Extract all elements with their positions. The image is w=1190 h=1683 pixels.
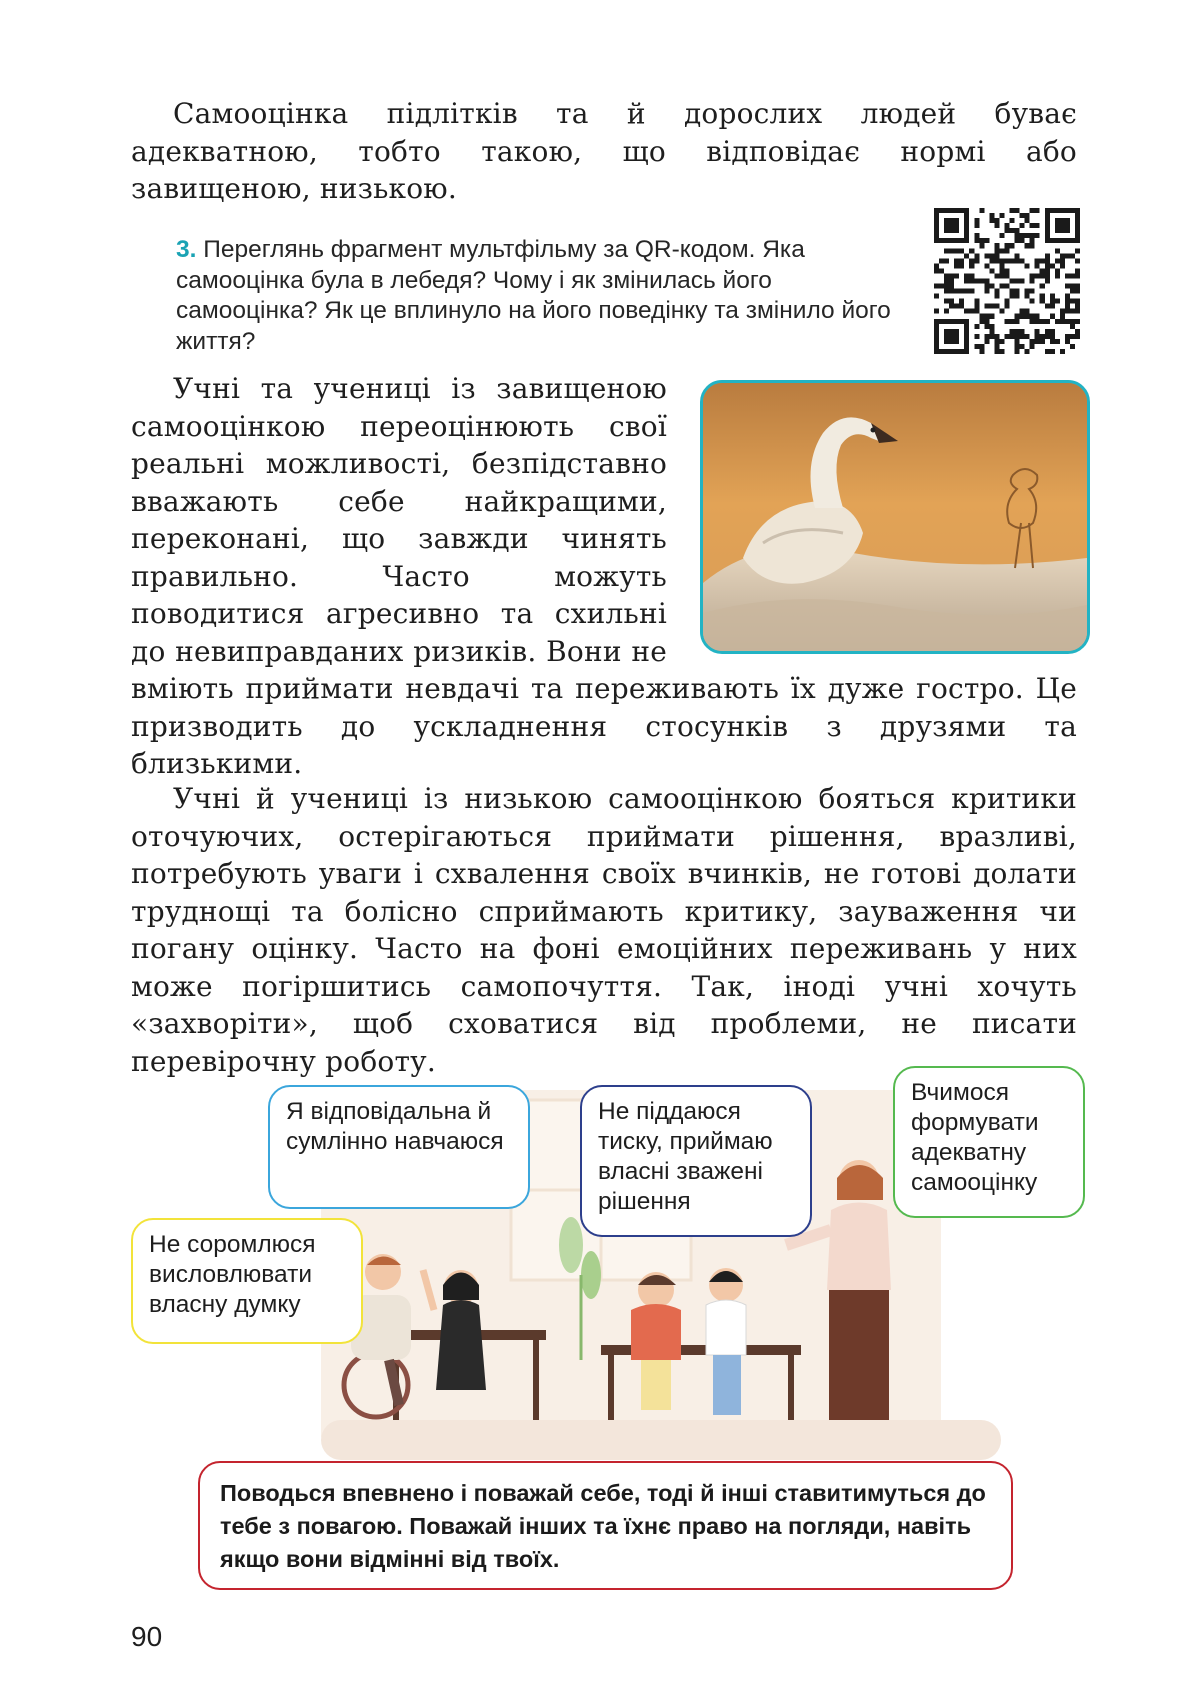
speech-bubble-not-shy: Не соромлюся висловлювати власну думку: [131, 1218, 363, 1344]
task-3: [176, 235, 911, 357]
page-number: 90: [131, 1621, 163, 1652]
task-number: 3.: [176, 236, 197, 263]
rule-box: Поводься впевнено і поважай себе, тоді й інші ставитимуться до тебе з повагою. Поважай інших та їхнє право на погляди, навіть якщо вони відмінні від твоїх.: [198, 1461, 1013, 1590]
task-text: Переглянь фрагмент мультфільму за QR-кодом. Яка самооцінка була в лебедя? Чому і як змінилась його самооцінка? Як це вплинуло на його поведінку та змінило його життя?: [176, 236, 891, 355]
paragraph-high-self-esteem-text: Учні та учениці із завищеною самооцінкою переоцінюють свої реальні можливості, безпідставно вважають себе найкращими, переконані, що завжди чинять правильно. Часто можуть поводитися агресивно та схильні до невиправданих ризиків. Вони не вміють приймати невдачі та переживають їх дуже гостро. Це призводить до ускладнення стосунків з друзями та близькими.: [131, 372, 1077, 780]
paragraph-self-esteem-intro: Самооцінка підлітків та й дорослих людей буває адекватною, тобто такою, що відповідає нормі або завищеною, низькою.: [131, 97, 1077, 205]
paragraph-high-self-esteem: [131, 370, 1077, 783]
paragraph-low-self-esteem: Учні й учениці із низькою самооцінкою бояться критики оточуючих, остерігаються приймати рішення, вразливі, потребують уваги і схвалення своїх вчинків, не готові долати труднощі та болісно сприймають критику, зауваження чи погану оцінку. Часто на фоні емоційних переживань у них може погіршитись самопочуття. Так, іноді учні хочуть «захворіти», щоб сховатися від проблеми, не писати перевірочну роботу.: [131, 782, 1077, 1078]
speech-bubble-no-pressure: Не піддаюся тиску, приймаю власні зважені рішення: [580, 1085, 812, 1237]
speech-bubble-learn: Вчимося формувати адекватну самооцінку: [893, 1066, 1085, 1218]
image-float-space: [667, 370, 1077, 660]
speech-bubble-responsible: Я відповідальна й сумлінно навчаюся: [268, 1085, 530, 1209]
qr-code-icon[interactable]: [934, 208, 1080, 354]
